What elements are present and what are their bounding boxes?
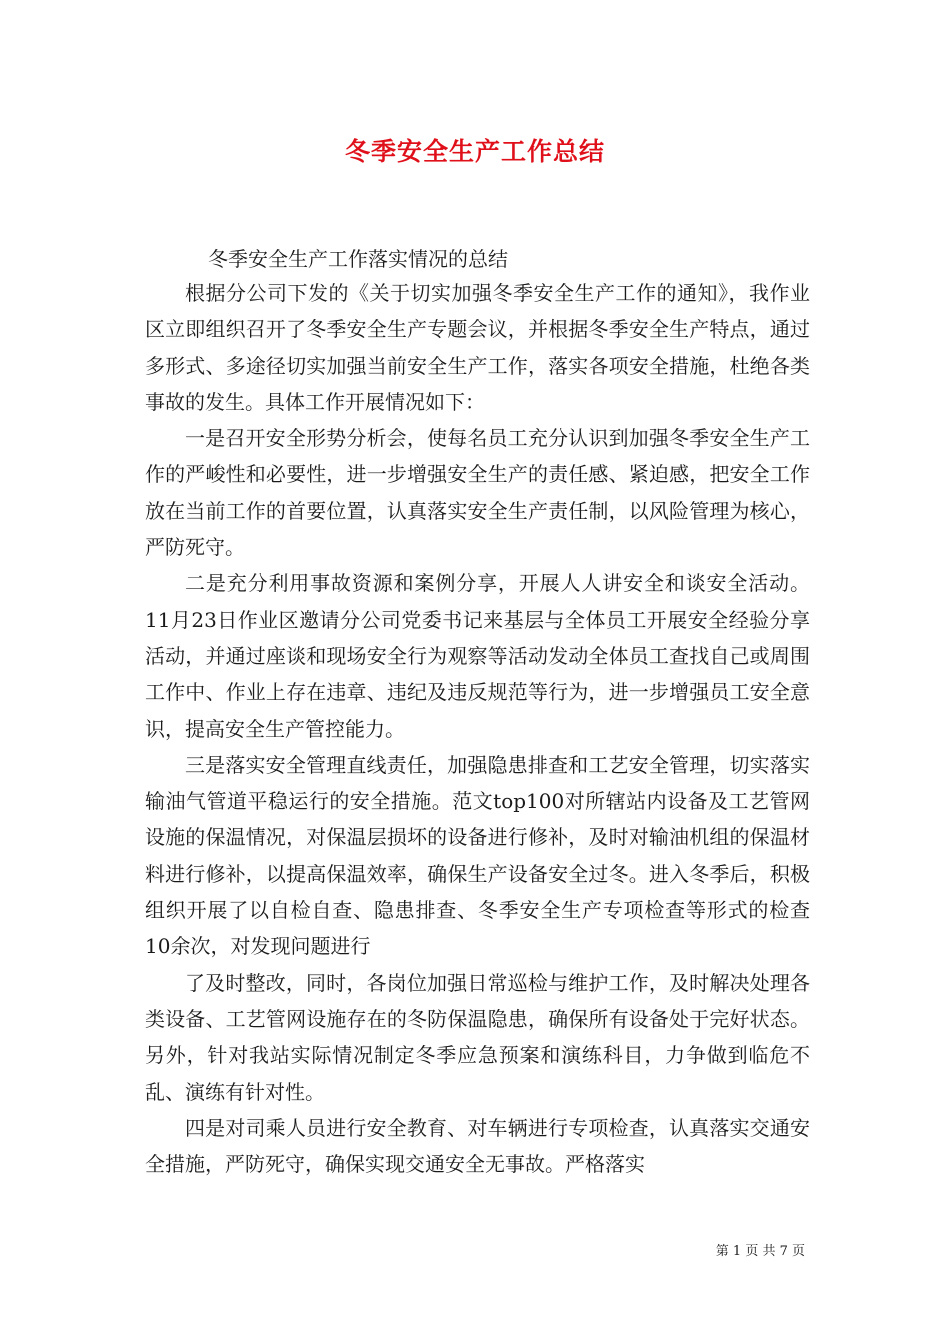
- document-body: [145, 275, 810, 1182]
- page-number-footer: 第 1 页 共 7 页: [715, 1244, 805, 1259]
- document-title: 冬季安全生产工作总结: [344, 137, 605, 166]
- paragraph: 二是充分利用事故资源和案例分享，开展人人讲安全和谈安全活动。11月23日作业区邀请分公司党委书记来基层与全体员工开展安全经验分享活动，并通过座谈和现场安全行为观察等活动发动全体员工查找自己或周围工作中、作业上存在违章、违纪及违反规范等行为，进一步增强员工安全意识，提高安全生产管控能力。: [145, 571, 810, 741]
- paragraph: 根据分公司下发的《关于切实加强冬季安全生产工作的通知》，我作业区立即组织召开了冬季安全生产专题会议，并根据冬季安全生产特点，通过多形式、多途径切实加强当前安全生产工作，落实各项安全措施，杜绝各类事故的发生。具体工作开展情况如下：: [145, 281, 810, 414]
- paragraph: 一是召开安全形势分析会，使每名员工充分认识到加强冬季安全生产工作的严峻性和必要性，进一步增强安全生产的责任感、紧迫感，把安全工作放在当前工作的首要位置，认真落实安全生产责任制，以风险管理为核心，严防死守。: [145, 426, 810, 560]
- paragraph: 三是落实安全管理直线责任，加强隐患排查和工艺安全管理，切实落实输油气管道平稳运行的安全措施。范文top100对所辖站内设备及工艺管网设施的保温情况，对保温层损坏的设备进行修补，及时对输油机组的保温材料进行修补，以提高保温效率，确保生产设备安全过冬。进入冬季后，积极组织开展了以自检自查、隐患排查、冬季安全生产专项检查等形式的检查10余次，对发现问题进行: [145, 752, 810, 959]
- document-subtitle: 冬季安全生产工作落实情况的总结: [208, 247, 508, 271]
- paragraph: 四是对司乘人员进行安全教育、对车辆进行专项检查，认真落实交通安全措施，严防死守，确保实现交通安全无事故。严格落实: [145, 1115, 810, 1177]
- paragraph: 了及时整改，同时，各岗位加强日常巡检与维护工作，及时解决处理各类设备、工艺管网设施存在的冬防保温隐患，确保所有设备处于完好状态。另外，针对我站实际情况制定冬季应急预案和演练科目，力争做到临危不乱、演练有针对性。: [145, 970, 810, 1104]
